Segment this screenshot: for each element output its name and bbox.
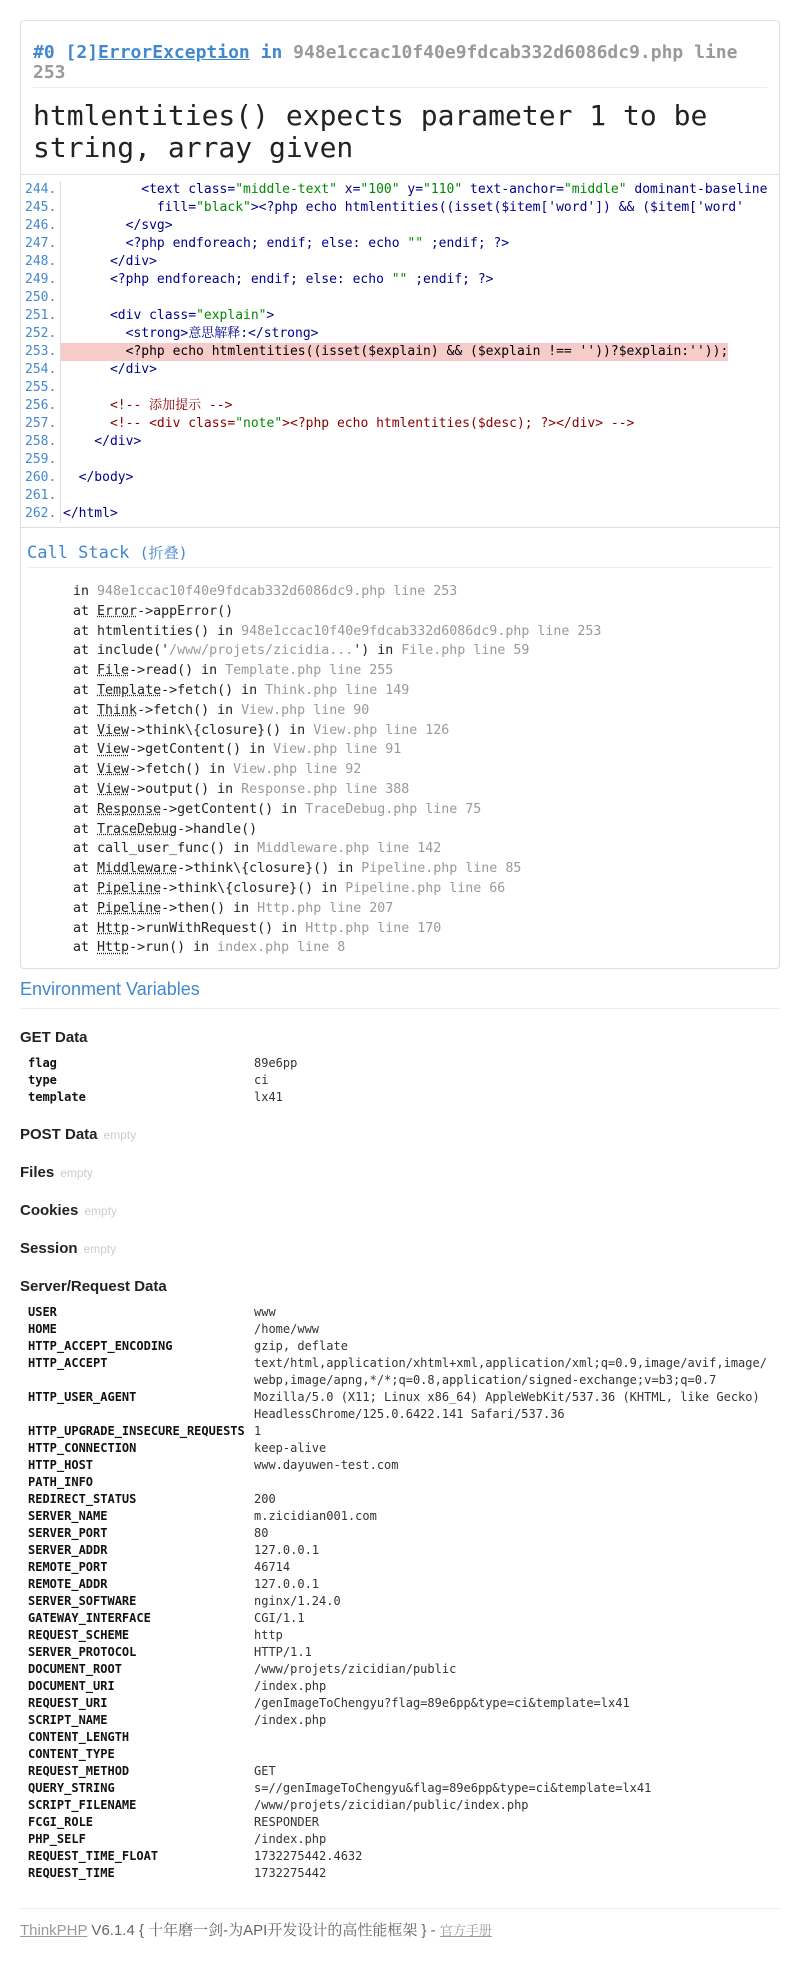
call-stack-item: [73, 602, 773, 622]
call-stack-title-text: Call Stack: [27, 543, 130, 563]
env-row: [28, 1797, 780, 1814]
code-line-text: </body>: [63, 470, 134, 485]
code-line-text: <?php endforeach; endif; else: echo "" ;endif; ?>: [63, 236, 510, 251]
exception-class-link[interactable]: ErrorException: [98, 42, 250, 63]
code-line-number: 253.: [21, 343, 61, 361]
trace-file: 948e1ccac10f40e9fdcab332d6086dc9.php line 253: [97, 584, 458, 599]
code-line: [21, 361, 779, 379]
env-value: /genImageToChengyu?flag=89e6pp&type=ci&template=lx41: [254, 1696, 630, 1711]
code-line: [21, 289, 779, 307]
trace-file: TraceDebug.php line 75: [305, 801, 482, 817]
trace-prefix: at: [73, 861, 98, 877]
trace-prefix: at: [73, 920, 98, 936]
code-line: [21, 433, 779, 451]
env-key: PATH_INFO: [28, 1475, 94, 1490]
trace-file: Think.php line 149: [265, 682, 410, 698]
call-stack-item: [73, 839, 773, 859]
env-key: flag: [28, 1056, 57, 1071]
trace-class[interactable]: Response: [97, 801, 162, 817]
trace-class[interactable]: Think: [97, 702, 138, 718]
code-line: [21, 415, 779, 433]
trace-file: View.php line 126: [313, 722, 450, 738]
env-row: [28, 1729, 780, 1746]
code-line-text: fill="black"><?php echo htmlentities((isset($item['word']) && ($item['word': [63, 200, 744, 215]
trace-class[interactable]: View: [97, 762, 130, 778]
env-row: [28, 1338, 780, 1355]
footer-version: V6.1.4 { 十年磨一剑-为API开发设计的高性能框架 } -: [87, 1922, 440, 1940]
env-value: ci: [254, 1073, 269, 1088]
code-line-number: 262.: [21, 505, 61, 523]
call-stack-item: [73, 760, 773, 780]
code-line-text: [61, 379, 63, 397]
env-row: [28, 1525, 780, 1542]
env-key: REDIRECT_STATUS: [28, 1492, 137, 1507]
env-value: /index.php: [254, 1713, 327, 1728]
env-section-title-text: Cookies: [20, 1202, 79, 1220]
trace-file: Pipeline.php line 66: [345, 880, 506, 896]
exception-info: [33, 43, 767, 88]
env-value: m.zicidian001.com: [254, 1509, 377, 1524]
trace-call: htmlentities() in: [97, 623, 242, 639]
code-line-text: <?php endforeach; endif; else: echo "" ;endif; ?>: [63, 272, 494, 287]
env-key: template: [28, 1090, 86, 1105]
trace-call: ->think\{closure}() in: [177, 861, 362, 877]
env-row: [28, 1865, 780, 1882]
trace-prefix: at: [73, 722, 98, 738]
trace-class[interactable]: View: [97, 742, 130, 758]
trace-file: Http.php line 170: [305, 920, 442, 936]
env-row: [28, 1089, 780, 1106]
call-stack-item: [73, 820, 773, 840]
trace-call: call_user_func() in: [97, 841, 258, 857]
code-line-number: 251.: [21, 307, 61, 325]
call-stack-item: [73, 701, 773, 721]
env-value: s=//genImageToChengyu&flag=89e6pp&type=ci&template=lx41: [254, 1781, 652, 1796]
env-row: [28, 1491, 780, 1508]
env-section-title: [20, 1202, 780, 1220]
call-stack-item: [73, 879, 773, 899]
env-row: [28, 1576, 780, 1593]
trace-class[interactable]: View: [97, 722, 130, 738]
exception-number: #0: [33, 42, 55, 63]
exception-in: in: [260, 42, 283, 63]
trace-call: ->getContent() in: [129, 742, 274, 758]
code-line: [21, 253, 779, 271]
code-line-number: 260.: [21, 469, 61, 487]
call-stack-toggle[interactable]: (折叠): [139, 544, 188, 562]
trace-prefix: at: [73, 841, 98, 857]
trace-file: Template.php line 255: [225, 663, 394, 679]
trace-prefix: at: [73, 762, 98, 778]
env-value: 80: [254, 1526, 269, 1541]
env-key: REQUEST_SCHEME: [28, 1628, 130, 1643]
env-key: HOME: [28, 1322, 57, 1337]
env-row: [28, 1474, 780, 1491]
trace-call: include(': [97, 643, 170, 659]
code-line-text: <!-- 添加提示 -->: [109, 398, 233, 413]
env-section-title: [20, 1278, 780, 1296]
code-line-text: [61, 289, 63, 307]
env-row: [28, 1678, 780, 1695]
empty-badge: empty: [83, 1242, 117, 1257]
trace-file: View.php line 91: [273, 742, 402, 758]
env-key: USER: [28, 1305, 57, 1320]
env-value: /index.php: [254, 1832, 327, 1847]
env-section-title: [20, 1240, 780, 1258]
exception-header: [21, 21, 779, 174]
code-line-number: 247.: [21, 235, 61, 253]
env-value: [254, 1746, 774, 1763]
environment-variables: [20, 979, 780, 1882]
trace-prefix: at: [73, 801, 98, 817]
trace-prefix: at: [73, 643, 98, 659]
env-key: SCRIPT_FILENAME: [28, 1798, 137, 1813]
env-value: keep-alive: [254, 1441, 327, 1456]
env-section-title-text: GET Data: [20, 1029, 88, 1047]
env-row: [28, 1848, 780, 1865]
env-table: [28, 1304, 780, 1882]
code-line-number: 249.: [21, 271, 61, 289]
code-line: [21, 199, 779, 217]
env-row: [28, 1457, 780, 1474]
code-line-number: 255.: [21, 379, 61, 397]
trace-file: File.php line 59: [401, 643, 530, 659]
trace-file: Pipeline.php line 85: [361, 861, 522, 877]
env-row: [28, 1559, 780, 1576]
trace-class[interactable]: Http: [97, 940, 130, 956]
code-line-number: 246.: [21, 217, 61, 235]
call-stack-item: [73, 582, 773, 602]
env-key: HTTP_CONNECTION: [28, 1441, 137, 1456]
empty-badge: empty: [84, 1204, 118, 1219]
env-value: Mozilla/5.0 (X11; Linux x86_64) AppleWebKit/537.36 (KHTML, like Gecko) HeadlessChrome/125.0.6422.141 Safari/537.36: [254, 1390, 760, 1422]
env-key: HTTP_ACCEPT: [28, 1356, 108, 1371]
trace-class[interactable]: View: [97, 781, 130, 797]
trace-prefix: at: [73, 702, 98, 718]
trace-call: ->runWithRequest() in: [129, 920, 306, 936]
env-key: SERVER_SOFTWARE: [28, 1594, 137, 1609]
manual-link[interactable]: 官方手册: [439, 1923, 492, 1939]
trace-prefix: at: [73, 781, 98, 797]
trace-call: ->think\{closure}() in: [129, 722, 314, 738]
trace-call: ->fetch() in: [129, 762, 234, 778]
exception-line: 253: [33, 62, 66, 83]
env-value: lx41: [254, 1090, 283, 1105]
call-stack-item: [73, 938, 773, 958]
env-key: REQUEST_TIME_FLOAT: [28, 1849, 159, 1864]
env-key: SERVER_NAME: [28, 1509, 108, 1524]
trace-arg: /www/projets/zicidia...: [169, 643, 354, 659]
env-key: GATEWAY_INTERFACE: [28, 1611, 151, 1626]
trace-class[interactable]: TraceDebug: [97, 821, 178, 837]
env-row: [28, 1746, 780, 1763]
env-row: [28, 1831, 780, 1848]
env-key: SERVER_ADDR: [28, 1543, 108, 1558]
env-key: type: [28, 1073, 57, 1088]
code-line-number: 257.: [21, 415, 61, 433]
env-row: [28, 1593, 780, 1610]
trace-file: 948e1ccac10f40e9fdcab332d6086dc9.php line 253: [241, 623, 602, 639]
trace-file: index.php line 8: [217, 940, 346, 956]
trace-call: ->getContent() in: [161, 801, 306, 817]
trace-call: ->appError(): [137, 603, 234, 619]
env-section-title-text: Session: [20, 1240, 78, 1258]
code-line: [21, 217, 779, 235]
trace-call: ->fetch() in: [137, 702, 242, 718]
trace-prefix: at: [73, 663, 98, 679]
code-line-number: 248.: [21, 253, 61, 271]
trace-prefix: at: [73, 900, 98, 916]
code-line-number: 244.: [21, 181, 61, 199]
code-line: [21, 181, 779, 199]
code-line-number: 258.: [21, 433, 61, 451]
code-line: [21, 451, 779, 469]
trace-class[interactable]: Pipeline: [97, 880, 162, 896]
env-value: /home/www: [254, 1322, 320, 1337]
trace-prefix: at: [73, 742, 98, 758]
trace-file: View.php line 90: [241, 702, 370, 718]
env-key: CONTENT_TYPE: [28, 1747, 115, 1762]
code-line-text: </div>: [63, 434, 142, 449]
env-section-title-text: POST Data: [20, 1126, 98, 1144]
trace-file: Middleware.php line 142: [257, 841, 442, 857]
call-stack-item: [73, 800, 773, 820]
code-line-number: 261.: [21, 487, 61, 505]
env-section-title: [20, 1029, 780, 1047]
env-value: 1732275442: [254, 1866, 327, 1881]
env-value: RESPONDER: [254, 1815, 320, 1830]
env-row: [28, 1695, 780, 1712]
env-value: [254, 1729, 774, 1746]
env-row: [28, 1072, 780, 1089]
env-table: [28, 1055, 780, 1106]
env-row: [28, 1055, 780, 1072]
env-key: HTTP_USER_AGENT: [28, 1390, 137, 1405]
env-value: GET: [254, 1764, 276, 1779]
env-key: DOCUMENT_URI: [28, 1679, 115, 1694]
env-key: SERVER_PORT: [28, 1526, 108, 1541]
empty-badge: empty: [103, 1128, 137, 1143]
thinkphp-link[interactable]: ThinkPHP: [20, 1922, 88, 1940]
env-row: [28, 1542, 780, 1559]
env-value: gzip, deflate: [254, 1339, 348, 1354]
call-stack-list: [27, 582, 773, 958]
code-line-text: <div class="explain">: [63, 308, 275, 323]
env-row: [28, 1780, 780, 1797]
code-line-text: <strong>意思解释:</strong>: [63, 326, 319, 341]
code-line-text: [61, 451, 63, 469]
code-line: [21, 343, 779, 361]
code-line-text: </div>: [63, 362, 157, 377]
env-key: DOCUMENT_ROOT: [28, 1662, 122, 1677]
trace-call: ->run() in: [129, 940, 218, 956]
env-title: Environment Variables: [20, 979, 780, 1009]
trace-class[interactable]: File: [97, 663, 130, 679]
trace-call: ->output() in: [129, 781, 242, 797]
code-line: [21, 469, 779, 487]
env-key: REQUEST_TIME: [28, 1866, 115, 1881]
env-value: /www/projets/zicidian/public: [254, 1662, 457, 1677]
env-key: SCRIPT_NAME: [28, 1713, 108, 1728]
code-line-text: </div>: [63, 254, 157, 269]
env-row: [28, 1627, 780, 1644]
call-stack-item: [73, 661, 773, 681]
env-value: http: [254, 1628, 283, 1643]
env-value: nginx/1.24.0: [254, 1594, 341, 1609]
code-line: [21, 505, 779, 523]
env-value: 200: [254, 1492, 276, 1507]
trace-prefix: in: [73, 584, 98, 599]
trace-call: ->read() in: [129, 663, 226, 679]
env-key: REQUEST_URI: [28, 1696, 108, 1711]
env-value: CGI/1.1: [254, 1611, 305, 1626]
trace-prefix: at: [73, 880, 98, 896]
trace-file: Response.php line 388: [241, 781, 410, 797]
trace-call: ->fetch() in: [161, 682, 266, 698]
exception-line-label: line: [694, 42, 738, 63]
trace-class[interactable]: Middleware: [97, 861, 178, 877]
env-row: [28, 1440, 780, 1457]
code-line: [21, 271, 779, 289]
code-line: [21, 379, 779, 397]
env-key: SERVER_PROTOCOL: [28, 1645, 137, 1660]
env-row: [28, 1814, 780, 1831]
env-row: [28, 1389, 780, 1423]
env-value: [254, 1474, 774, 1491]
call-stack-item: [73, 622, 773, 642]
code-line: [21, 235, 779, 253]
trace-call: ->handle(): [177, 821, 258, 837]
code-line: [21, 307, 779, 325]
env-value: 127.0.0.1: [254, 1543, 320, 1558]
env-section-title: [20, 1164, 780, 1182]
env-value: 1: [254, 1424, 262, 1439]
call-stack-item: [73, 681, 773, 701]
trace-file: View.php line 92: [233, 762, 362, 778]
trace-call-tail: ') in: [353, 643, 402, 659]
env-row: [28, 1644, 780, 1661]
footer: [20, 1908, 780, 1940]
env-row: [28, 1610, 780, 1627]
trace-prefix: at: [73, 623, 98, 639]
env-row: [28, 1508, 780, 1525]
env-sections: [20, 1029, 780, 1882]
env-value: text/html,application/xhtml+xml,application/xml;q=0.9,image/avif,image/webp,image/apng,*/*;q=0.8,application/signed-exchange;v=b3;q=0.7: [254, 1356, 767, 1388]
trace-prefix: at: [73, 682, 98, 698]
env-key: HTTP_ACCEPT_ENCODING: [28, 1339, 173, 1354]
code-line-number: 250.: [21, 289, 61, 307]
code-line-number: 245.: [21, 199, 61, 217]
exception-message: htmlentities() expects parameter 1 to be string, array given: [33, 99, 708, 164]
trace-prefix: at: [73, 603, 98, 619]
env-key: REQUEST_METHOD: [28, 1764, 130, 1779]
trace-prefix: at: [73, 940, 98, 956]
env-key: HTTP_UPGRADE_INSECURE_REQUESTS: [28, 1424, 245, 1439]
trace-prefix: at: [73, 821, 98, 837]
call-stack-item: [73, 740, 773, 760]
call-stack-item: [73, 859, 773, 879]
code-line-number: 252.: [21, 325, 61, 343]
trace-class[interactable]: Error: [97, 603, 138, 619]
env-value: 89e6pp: [254, 1056, 298, 1071]
source-code-viewer: [21, 174, 779, 528]
exception-code: [2]: [65, 42, 99, 63]
code-line-number: 256.: [21, 397, 61, 415]
env-key: CONTENT_LENGTH: [28, 1730, 130, 1745]
trace-class[interactable]: Template: [97, 682, 162, 698]
code-line-number: 254.: [21, 361, 61, 379]
trace-call: ->think\{closure}() in: [161, 880, 346, 896]
env-section-title-text: Files: [20, 1164, 55, 1182]
env-key: REMOTE_PORT: [28, 1560, 108, 1575]
code-line-text: [61, 487, 63, 505]
call-stack-item: [73, 721, 773, 741]
trace-class[interactable]: Http: [97, 920, 130, 936]
env-value: /www/projets/zicidian/public/index.php: [254, 1798, 529, 1813]
env-value: /index.php: [254, 1679, 327, 1694]
code-line-text: <text class="middle-text" x="100" y="110" text-anchor="middle" dominant-baseline: [63, 182, 768, 197]
empty-badge: empty: [60, 1166, 93, 1181]
env-section-title: [20, 1126, 780, 1144]
env-row: [28, 1763, 780, 1780]
code-line: [21, 487, 779, 505]
env-value: 46714: [254, 1560, 291, 1575]
env-key: HTTP_HOST: [28, 1458, 94, 1473]
call-stack-item: [73, 919, 773, 939]
env-section-title-text: Server/Request Data: [20, 1278, 167, 1296]
trace-class[interactable]: Pipeline: [97, 900, 162, 916]
env-row: [28, 1304, 780, 1321]
call-stack: [21, 528, 779, 968]
call-stack-title: [27, 542, 773, 568]
env-value: HTTP/1.1: [254, 1645, 312, 1660]
exception-file: 948e1ccac10f40e9fdcab332d6086dc9.php: [293, 42, 684, 63]
trace-file: Http.php line 207: [257, 900, 394, 916]
env-row: [28, 1423, 780, 1440]
code-line-text: <?php echo htmlentities((isset($explain) && ($explain !== ''))?$explain:''));: [63, 344, 729, 359]
env-row: [28, 1661, 780, 1678]
env-value: 127.0.0.1: [254, 1577, 320, 1592]
code-line: [21, 325, 779, 343]
env-value: 1732275442.4632: [254, 1849, 363, 1864]
env-key: QUERY_STRING: [28, 1781, 115, 1796]
env-value: www: [254, 1305, 276, 1320]
env-row: [28, 1712, 780, 1729]
env-value: www.dayuwen-test.com: [254, 1458, 399, 1473]
code-line-text: </svg>: [63, 218, 173, 233]
env-key: FCGI_ROLE: [28, 1815, 94, 1830]
code-line-number: 259.: [21, 451, 61, 469]
trace-call: ->then() in: [161, 900, 258, 916]
env-key: REMOTE_ADDR: [28, 1577, 108, 1592]
env-row: [28, 1321, 780, 1338]
exception-panel: [20, 20, 780, 969]
call-stack-item: [73, 641, 773, 661]
call-stack-item: [73, 780, 773, 800]
code-line: [21, 397, 779, 415]
env-key: PHP_SELF: [28, 1832, 86, 1847]
env-row: [28, 1355, 780, 1389]
code-line-text: <!-- <div class="note"><?php echo htmlentities($desc); ?></div> -->: [109, 416, 635, 431]
call-stack-item: [73, 899, 773, 919]
code-line-text: </html>: [63, 506, 118, 521]
